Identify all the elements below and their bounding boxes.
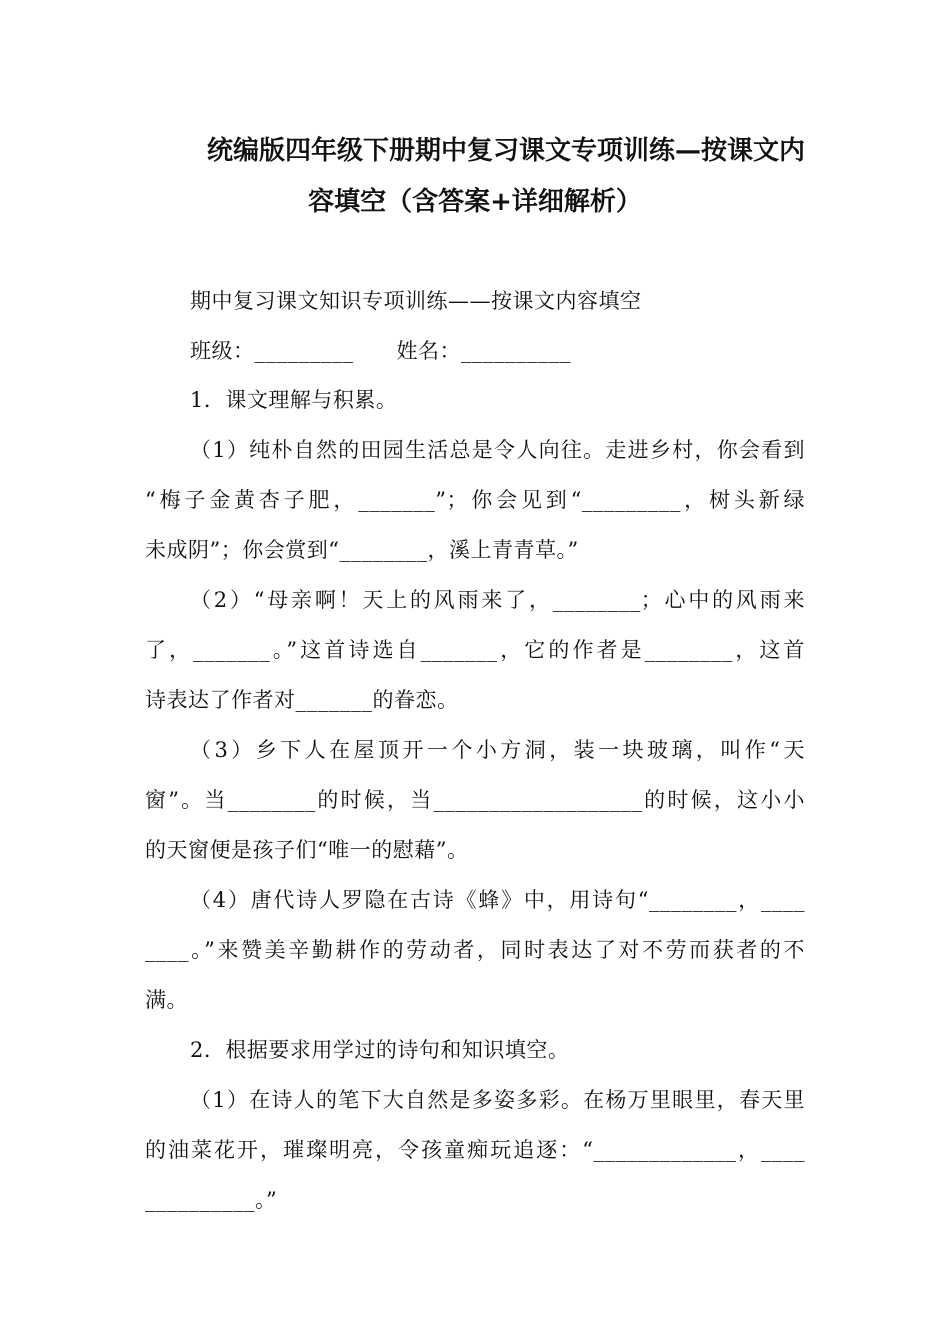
question-2-heading: 2．根据要求用学过的诗句和知识填空。 bbox=[190, 1038, 570, 1062]
text-line: 诗表达了作者对_______的眷恋。 bbox=[145, 688, 459, 712]
text-line: （4）唐代诗人罗隐在古诗《蜂》中，用诗句“________，____ bbox=[190, 888, 805, 912]
text-line: “梅子金黄杏子肥，_______”；你会见到“_________，树头新绿 bbox=[145, 488, 805, 512]
text-line: 未成阴”；你会赏到“________，溪上青青草。” bbox=[145, 538, 579, 562]
text-line: ____。”来赞美辛勤耕作的劳动者，同时表达了对不劳而获者的不 bbox=[145, 938, 805, 962]
text-line: （1）在诗人的笔下大自然是多姿多彩。在杨万里眼里，春天里 bbox=[190, 1088, 805, 1112]
text-line: （2）“母亲啊！天上的风雨来了，________；心中的风雨来 bbox=[190, 588, 805, 612]
text-line: 了，_______。”这首诗选自_______，它的作者是________，这首 bbox=[145, 638, 805, 662]
text-line: （3）乡下人在屋顶开一个小方洞，装一块玻璃，叫作“天 bbox=[190, 738, 805, 762]
text-line: （1）纯朴自然的田园生活总是令人向往。走进乡村，你会看到 bbox=[190, 438, 805, 462]
class-name-line: 班级：_________ 姓名：__________ bbox=[190, 339, 572, 363]
text-line: 满。 bbox=[145, 988, 188, 1012]
text-line: 窗”。当________的时候，当___________________的时候，这小小 bbox=[145, 788, 805, 812]
text-line: __________。” bbox=[145, 1188, 278, 1212]
worksheet-heading: 期中复习课文知识专项训练——按课文内容填空 bbox=[190, 289, 642, 313]
document-title-line2: 容填空（含答案+详细解析） bbox=[308, 187, 642, 217]
text-line: 的天窗便是孩子们“唯一的慰藉”。 bbox=[145, 838, 469, 862]
question-1-heading: 1．课文理解与积累。 bbox=[190, 388, 398, 412]
text-line: 的油菜花开，璀璨明亮，令孩童痴玩追逐：“_____________，____ bbox=[145, 1138, 805, 1162]
document-title-line1: 统编版四年级下册期中复习课文专项训练—按课文内 bbox=[206, 136, 805, 166]
